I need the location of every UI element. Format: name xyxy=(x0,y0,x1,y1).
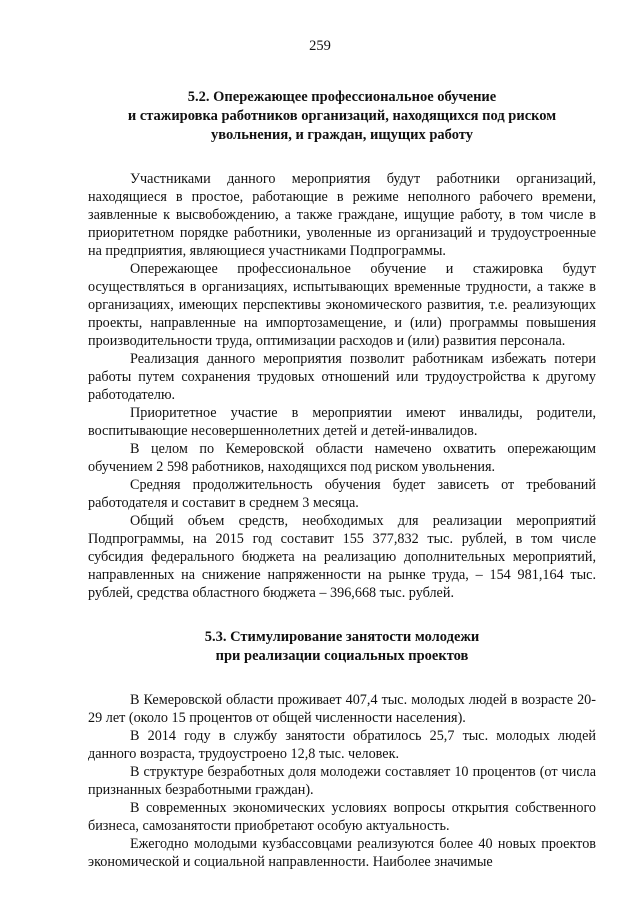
spacer xyxy=(88,666,596,691)
section-5-2-paragraph: Опережающее профессиональное обучение и стажировка будут осуществляться в организациях, испытывающих временные трудности, а также в организациях, имеющих перспективы экономического развития, т.е. реализующих проекты, направленные на импортозамещение, и (или) программы повышения производительности труда, оптимизации расходов и (или) развития персонала. xyxy=(88,261,596,349)
section-5-2-paragraph: Реализация данного мероприятия позволит работникам избежать потери работы путем сохранения трудовых отношений или трудоустройства к другому работодателю. xyxy=(88,351,596,403)
section-5-2-paragraph: Общий объем средств, необходимых для реализации мероприятий Подпрограммы, на 2015 год составит 155 377,832 тыс. рублей, в том числе субсидия федерального бюджета на реализацию дополнительных мероприятий, направленных на снижение напряженности на рынке труда, – 154 981,164 тыс. рублей, средства областного бюджета – 396,668 тыс. рублей. xyxy=(88,513,596,601)
page-content xyxy=(88,88,596,871)
section-5-3-heading-line: при реализации социальных проектов xyxy=(215,648,469,664)
section-5-3-heading xyxy=(88,628,596,666)
section-5-2-heading xyxy=(88,88,596,145)
section-5-3-paragraph: В структуре безработных доля молодежи составляет 10 процентов (от числа признанных безработными граждан). xyxy=(88,764,596,798)
section-5-2-paragraph: Средняя продолжительность обучения будет зависеть от требований работодателя и составит в среднем 3 месяца. xyxy=(88,477,596,511)
spacer xyxy=(88,602,596,628)
section-5-3-paragraph: В Кемеровской области проживает 407,4 тыс. молодых людей в возрасте 20-29 лет (около 15 процентов от общей численности населения). xyxy=(88,692,596,726)
section-5-2-paragraph: Приоритетное участие в мероприятии имеют инвалиды, родители, воспитывающие несовершеннолетних детей и детей-инвалидов. xyxy=(88,405,596,439)
section-5-2-paragraph: В целом по Кемеровской области намечено охватить опережающим обучением 2 598 работников, находящихся под риском увольнения. xyxy=(88,441,596,475)
spacer xyxy=(88,145,596,170)
section-5-2-heading-line: и стажировка работников организаций, находящихся под риском xyxy=(127,108,557,124)
section-5-3-paragraph: В современных экономических условиях вопросы открытия собственного бизнеса, самозанятости приобретают особую актуальность. xyxy=(88,800,596,834)
section-5-3-paragraph: Ежегодно молодыми кузбассовцами реализуются более 40 новых проектов экономической и социальной направленности. Наиболее значимые xyxy=(88,836,596,870)
section-5-2-paragraph: Участниками данного мероприятия будут работники организаций, находящиеся в простое, работающие в режиме неполного рабочего времени, заявленные к высвобождению, а также граждане, ищущие работу, в том числе в приоритетном порядке работники, уволенные из организаций и трудоустроенные на предприятия, являющиеся участниками Подпрограммы. xyxy=(88,171,596,259)
section-5-2-heading-line: 5.2. Опережающее профессиональное обучение xyxy=(187,89,497,105)
section-5-2-heading-line: увольнения, и граждан, ищущих работу xyxy=(211,127,473,143)
section-5-3-heading-line: 5.3. Стимулирование занятости молодежи xyxy=(204,629,480,645)
section-5-3-paragraph: В 2014 году в службу занятости обратилось 25,7 тыс. молодых людей данного возраста, трудоустроено 12,8 тыс. человек. xyxy=(88,728,596,762)
page-number: 259 xyxy=(309,38,331,54)
